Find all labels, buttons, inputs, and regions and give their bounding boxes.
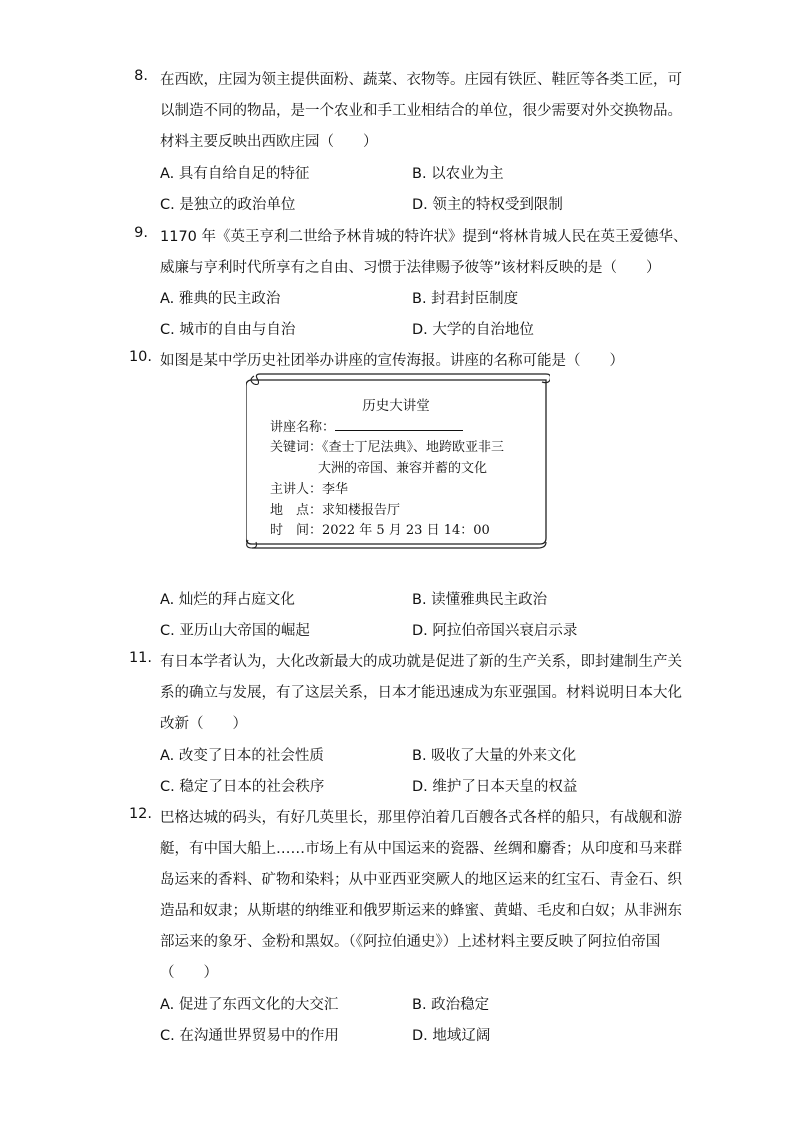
option-b[interactable]: B. 政治稳定 <box>412 997 490 1013</box>
question-number: 12. <box>128 806 152 822</box>
option-c[interactable]: C. 稳定了日本的社会秩序 <box>160 779 325 795</box>
lecture-poster <box>246 372 550 550</box>
question-stem-line: 威廉与亨利时代所享有之自由、习惯于法律赐予彼等”该材料反映的是（ ） <box>160 260 661 276</box>
question-stem-line: 部运来的象牙、金粉和黑奴。（《阿拉伯通史》）上述材料主要反映了阿拉伯帝国 <box>160 934 661 950</box>
option-a[interactable]: A. 灿烂的拜占庭文化 <box>160 592 295 608</box>
question-stem-line: 造品和奴隶；从斯堪的纳维亚和俄罗斯运来的蜂蜜、黄蜡、毛皮和白奴；从非洲东 <box>160 903 682 919</box>
option-c[interactable]: C. 在沟通世界贸易中的作用 <box>160 1028 339 1044</box>
poster-keywords-text: 《查士丁尼法典》、地跨欧亚非三 <box>322 440 505 455</box>
question-stem-line: 系的确立与发展，有了这层关系，日本才能迅速成为东亚强国。材料说明日本大化 <box>160 685 682 701</box>
option-d[interactable]: D. 领主的特权受到限制 <box>412 197 563 213</box>
poster-time <box>270 519 490 538</box>
answer-blank <box>335 418 463 431</box>
poster-speaker-name: 李华 <box>322 482 349 497</box>
poster-place-value: 求知楼报告厅 <box>322 503 401 518</box>
option-d[interactable]: D. 大学的自治地位 <box>412 322 534 338</box>
option-d[interactable]: D. 地域辽阔 <box>412 1028 491 1044</box>
option-b[interactable]: B. 封君封臣制度 <box>412 291 519 307</box>
option-a[interactable]: A. 促进了东西文化的大交汇 <box>160 997 339 1013</box>
question-stem-line: 巴格达城的码头，有好几英里长，那里停泊着几百艘各式各样的船只，有战舰和游 <box>160 810 682 826</box>
poster-keywords <box>270 436 504 455</box>
question-stem-line: 有日本学者认为，大化改新最大的成功就是促进了新的生产关系，即封建制生产关 <box>160 654 682 670</box>
poster-place <box>270 499 400 518</box>
poster-lecture-name <box>270 416 463 435</box>
question-stem-line: 岛运来的香料、矿物和染料；从中亚西亚突厥人的地区运来的红宝石、青金石、织 <box>160 872 682 888</box>
question-number: 11. <box>128 650 152 666</box>
poster-speaker-label: 主讲人： <box>270 482 323 497</box>
poster-time-value: 2022 年 5 月 23 日 14：00 <box>322 523 490 538</box>
poster-time-label: 时 间： <box>270 523 323 538</box>
option-b[interactable]: B. 以农业为主 <box>412 166 504 182</box>
poster-keywords-continued: 大洲的帝国、兼容并蓄的文化 <box>318 461 488 476</box>
question-stem-line: 材料主要反映出西欧庄园（ ） <box>160 134 378 150</box>
question-number: 9. <box>134 225 148 241</box>
question-stem-line: 以制造不同的物品，是一个农业和手工业相结合的单位，很少需要对外交换物品。 <box>160 103 682 119</box>
poster-name-label: 讲座名称： <box>270 420 336 435</box>
poster-keywords-label: 关键词： <box>270 440 323 455</box>
question-stem-line: 改新（ ） <box>160 716 247 732</box>
question-stem-line: 如图是某中学历史社团举办讲座的宣传海报。讲座的名称可能是（ ） <box>160 353 624 369</box>
option-a[interactable]: A. 改变了日本的社会性质 <box>160 748 324 764</box>
option-d[interactable]: D. 维护了日本天皇的权益 <box>412 779 578 795</box>
poster-title: 历史大讲堂 <box>362 398 430 414</box>
option-d[interactable]: D. 阿拉伯帝国兴衰启示录 <box>412 623 578 639</box>
option-b[interactable]: B. 吸收了大量的外来文化 <box>412 748 577 764</box>
question-number: 10. <box>128 349 152 365</box>
option-c[interactable]: C. 亚历山大帝国的崛起 <box>160 623 310 639</box>
question-stem-line: 1170 年《英王亨利二世给予林肯城的特许状》提到“将林肯城人民在英王爱德华、 <box>160 229 688 245</box>
poster-place-label: 地 点： <box>270 503 323 518</box>
question-stem-line: （ ） <box>160 965 218 981</box>
question-stem-line: 在西欧，庄园为领主提供面粉、蔬菜、衣物等。庄园有铁匠、鞋匠等各类工匠，可 <box>160 72 682 88</box>
option-c[interactable]: C. 城市的自由与自治 <box>160 322 296 338</box>
option-a[interactable]: A. 雅典的民主政治 <box>160 291 281 307</box>
option-c[interactable]: C. 是独立的政治单位 <box>160 197 296 213</box>
question-stem-line: 艇，有中国大船上……市场上有从中国运来的瓷器、丝绸和麝香；从印度和马来群 <box>160 841 682 857</box>
question-number: 8. <box>134 68 148 84</box>
poster-speaker <box>270 478 348 497</box>
option-b[interactable]: B. 读懂雅典民主政治 <box>412 592 548 608</box>
option-a[interactable]: A. 具有自给自足的特征 <box>160 166 310 182</box>
